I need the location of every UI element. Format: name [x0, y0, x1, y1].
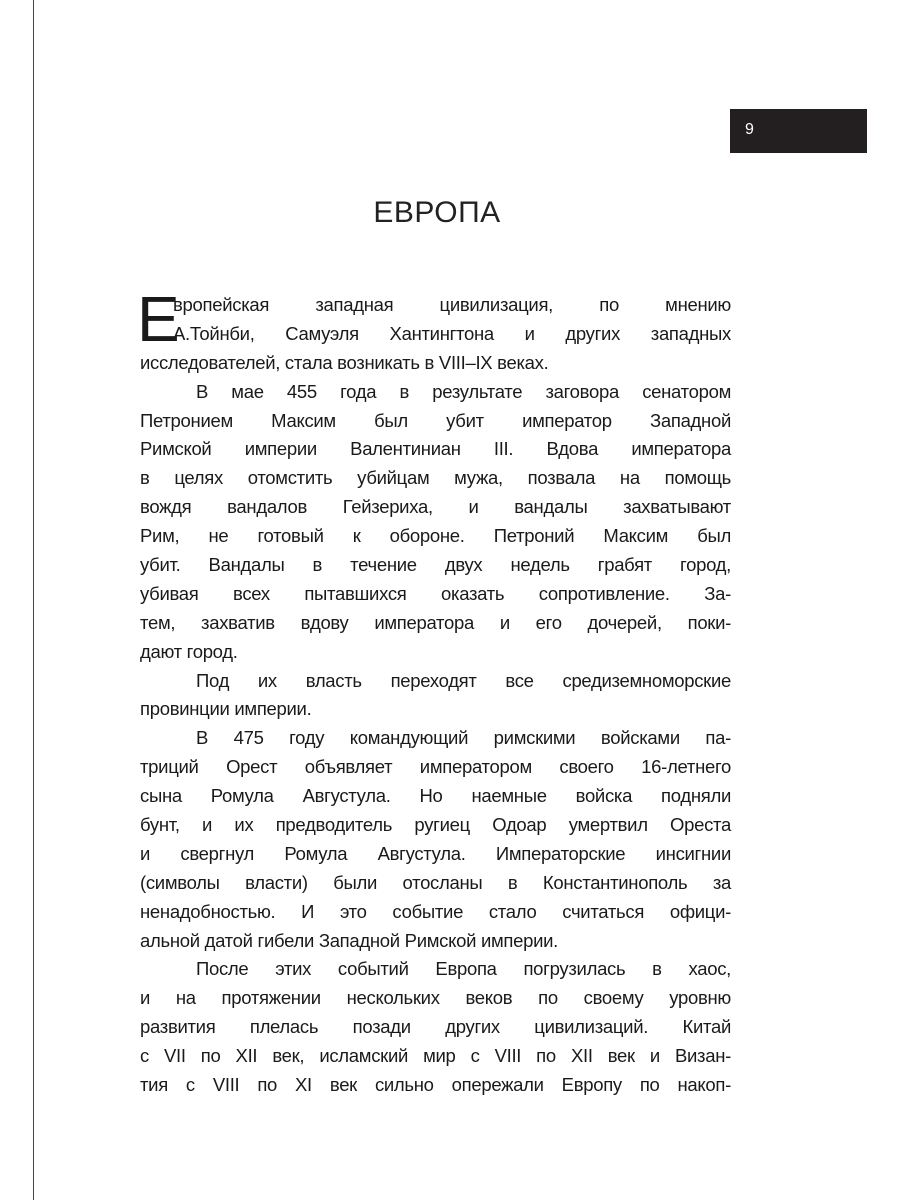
text-line: убивая всех пытавшихся оказать сопротивление. За-	[140, 582, 731, 604]
text-line: развития плелась позади других цивилизаций. Китай	[140, 1016, 731, 1038]
text-line: бунт, и их предводитель ругиец Одоар умертвил Ореста	[140, 814, 731, 836]
text-line: исследователей, стала возникать в VIII–IX веках.	[140, 351, 549, 373]
body-text	[137, 283, 731, 1100]
text-line: вропейская западная цивилизация, по мнению	[173, 294, 731, 315]
text-line: А.Тойнби, Самуэля Хантингтона и других западных	[173, 322, 731, 344]
text-line: ненадобностью. И это событие стало считаться офици-	[140, 900, 731, 922]
text-line: провинции империи.	[140, 698, 312, 720]
text-line: После этих событий Европа погрузилась в хаос,	[196, 958, 731, 980]
page-number-box	[730, 109, 867, 153]
text-line: убит. Вандалы в течение двух недель грабят город,	[140, 554, 731, 576]
text-line: сына Ромула Августула. Но наемные войска подняли	[140, 785, 731, 807]
text-line: и на протяжении нескольких веков по своему уровню	[140, 987, 731, 1009]
text-line: Петронием Максим был убит император Западной	[140, 409, 731, 431]
text-line: тем, захватив вдову императора и его дочерей, поки-	[140, 611, 731, 633]
text-line: В мае 455 года в результате заговора сенатором	[196, 380, 731, 402]
page-number: 9	[745, 121, 754, 138]
text-line: тия с VIII по XI век сильно опережали Европу по накоп-	[140, 1074, 731, 1096]
text-line: Под их власть переходят все средиземноморские	[196, 669, 731, 691]
text-line: вождя вандалов Гейзериха, и вандалы захватывают	[140, 496, 731, 518]
text-line: Римской империи Валентиниан III. Вдова императора	[140, 438, 731, 460]
text-line: (символы власти) были отосланы в Константинополь за	[140, 871, 731, 893]
text-line: и свергнул Ромула Августула. Императорские инсигнии	[140, 842, 731, 864]
text-line: Рим, не готовый к обороне. Петроний Максим был	[140, 525, 731, 547]
text-line: с VII по XII век, исламский мир с VIII по XII век и Визан-	[140, 1045, 731, 1067]
drop-cap: Е	[137, 283, 180, 355]
text-line: дают город.	[140, 640, 238, 662]
page-margin-line	[33, 0, 34, 1200]
text-line: в целях отомстить убийцам мужа, позвала на помощь	[140, 467, 731, 489]
chapter-title: ЕВРОПА	[373, 196, 501, 229]
text-line: В 475 году командующий римскими войсками па-	[196, 727, 731, 749]
text-line: триций Орест объявляет императором своего 16-летнего	[140, 756, 731, 778]
text-line: альной датой гибели Западной Римской империи.	[140, 929, 559, 951]
